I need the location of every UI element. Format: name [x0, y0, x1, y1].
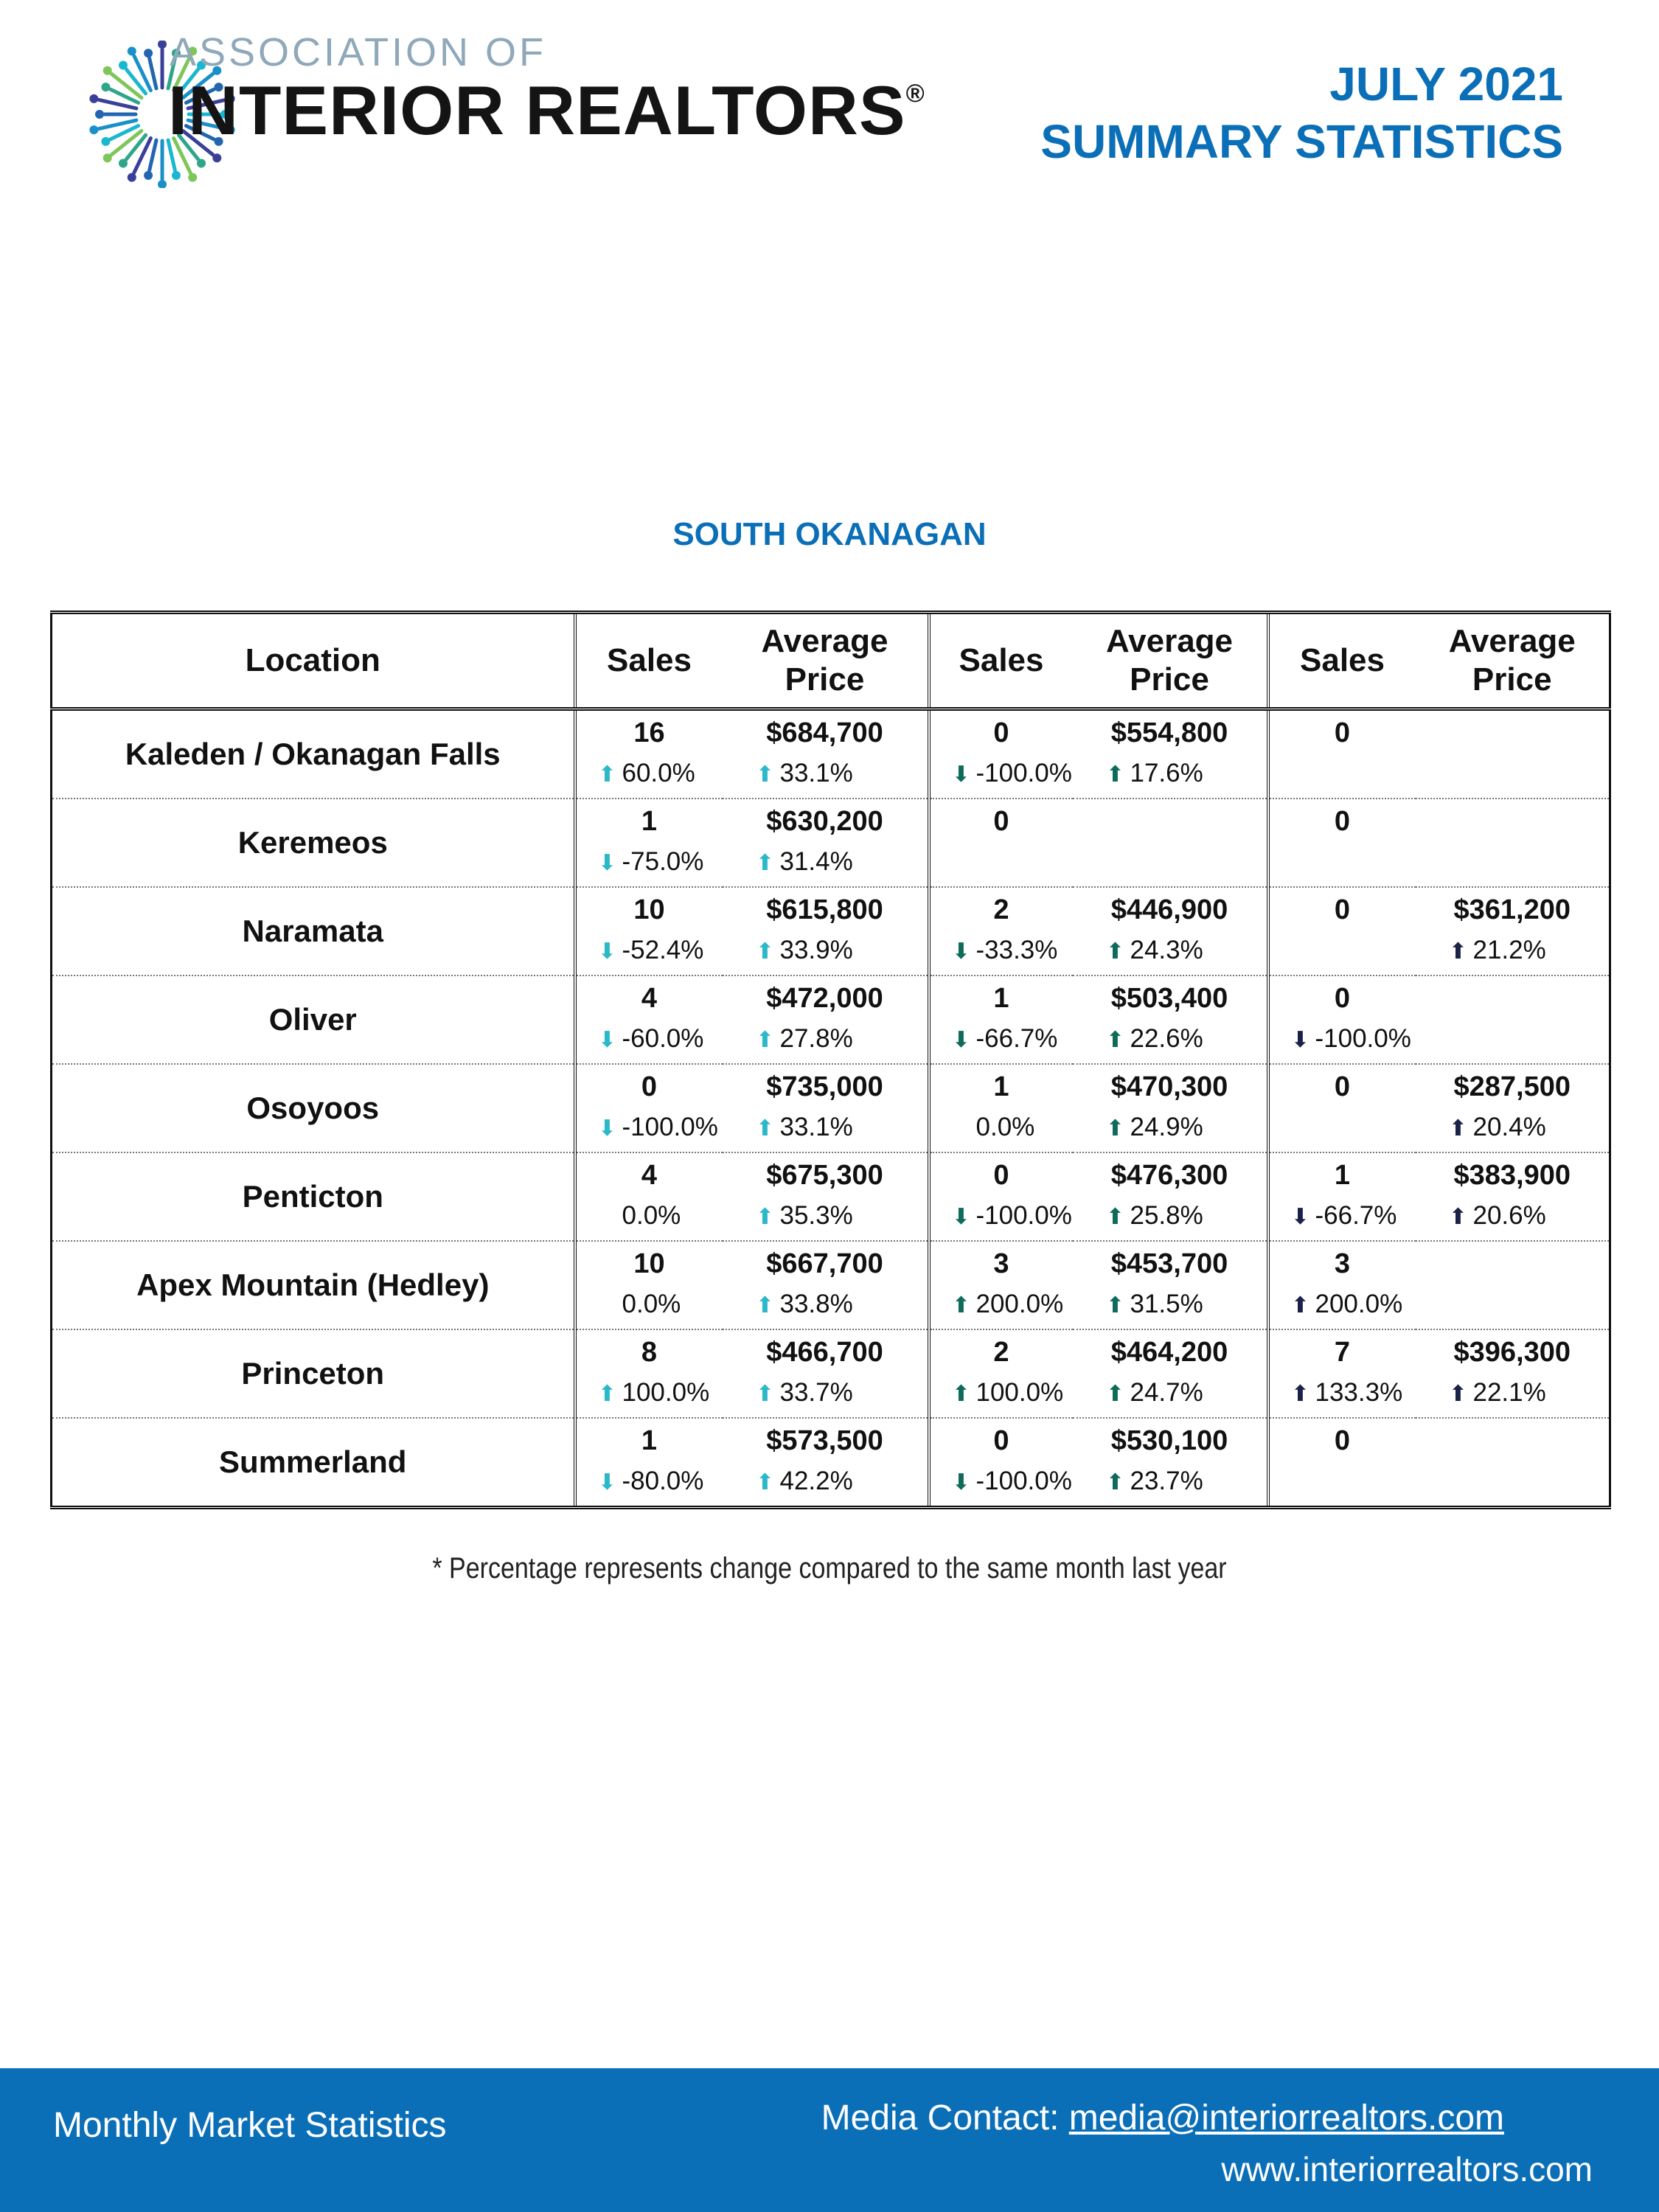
average-price-cell: [723, 709, 929, 799]
average-price-cell: [1073, 975, 1268, 1064]
sales-change: [1270, 929, 1416, 972]
sales-change: [1270, 752, 1416, 795]
price-change: [1416, 929, 1610, 972]
table-row: [52, 799, 1610, 887]
price-change: [1073, 929, 1267, 972]
arrow-up-icon: ⬆: [1290, 1293, 1310, 1318]
average-price-cell: [1073, 1241, 1268, 1329]
average-price-value: $573,500: [766, 1425, 883, 1456]
sales-change: [577, 752, 723, 795]
header-average-price: Average Price: [1073, 613, 1268, 709]
average-price-cell: [723, 887, 929, 975]
arrow-down-icon: ⬇: [597, 851, 617, 875]
average-price-value: $667,700: [766, 1248, 883, 1279]
price-change: [1416, 752, 1610, 795]
change-percent: -100.0%: [975, 759, 1072, 787]
arrow-up-icon: ⬆: [1105, 1293, 1125, 1318]
sales-cell: [929, 1418, 1073, 1508]
change-percent: 21.2%: [1472, 936, 1546, 964]
sales-value: 3: [1334, 1248, 1351, 1279]
average-price-value: $383,900: [1453, 1160, 1571, 1191]
price-change: [723, 1106, 928, 1149]
sales-change: [1270, 1283, 1416, 1326]
report-subtitle: SUMMARY STATISTICS: [1040, 115, 1563, 168]
arrow-down-icon: ⬇: [951, 1470, 971, 1495]
sales-cell: [575, 975, 723, 1064]
change-percent: 24.3%: [1130, 936, 1203, 964]
change-percent: -100.0%: [975, 1201, 1072, 1230]
average-price-value: $675,300: [766, 1160, 883, 1191]
arrow-up-icon: ⬆: [597, 762, 617, 787]
sales-cell: [575, 1418, 723, 1508]
average-price-cell: [723, 975, 929, 1064]
arrow-up-icon: ⬆: [1105, 1028, 1125, 1052]
table-body: [52, 709, 1610, 1508]
table-row: [52, 1241, 1610, 1329]
change-percent: 24.7%: [1130, 1378, 1203, 1407]
report-month: JULY 2021: [1329, 58, 1563, 111]
change-percent: 0.0%: [622, 1290, 681, 1318]
sales-cell: [575, 1241, 723, 1329]
sales-value: 1: [1334, 1160, 1351, 1191]
change-percent: 0.0%: [622, 1201, 681, 1230]
sales-value: 4: [641, 983, 658, 1014]
average-price-cell: [723, 1241, 929, 1329]
arrow-down-icon: ⬇: [951, 939, 971, 964]
change-percent: 24.9%: [1130, 1113, 1203, 1141]
sales-cell: [929, 1152, 1073, 1241]
sales-cell: [575, 1064, 723, 1152]
average-price-value: $361,200: [1453, 894, 1571, 925]
arrow-down-icon: ⬇: [1290, 1028, 1310, 1052]
change-percent: 17.6%: [1130, 759, 1203, 787]
location-name: Osoyoos: [52, 1064, 575, 1152]
price-change: [723, 929, 928, 972]
sales-value: 10: [633, 894, 665, 925]
arrow-down-icon: ⬇: [597, 1116, 617, 1141]
change-percent: 100.0%: [975, 1378, 1064, 1407]
arrow-up-icon: ⬆: [951, 1382, 971, 1406]
sales-change: [931, 1371, 1073, 1414]
average-price-value: $530,100: [1110, 1425, 1228, 1456]
header-average-price: Average Price: [723, 613, 929, 709]
change-percent: 33.1%: [779, 759, 853, 787]
header-sales: Sales: [929, 613, 1073, 709]
average-price-cell: [1073, 1152, 1268, 1241]
average-price-value: [1416, 1242, 1610, 1283]
sales-cell: [575, 799, 723, 887]
sales-change: [931, 1283, 1073, 1326]
footer-tagline: Monthly Market Statistics: [53, 2106, 447, 2145]
arrow-down-icon: ⬇: [951, 1205, 971, 1229]
location-name: Kaleden / Okanagan Falls: [52, 709, 575, 799]
arrow-down-icon: ⬇: [951, 1028, 971, 1052]
price-change: [1416, 1106, 1610, 1149]
arrow-up-icon: ⬆: [1448, 1205, 1468, 1229]
average-price-cell: [1416, 975, 1610, 1064]
sales-change: [931, 1018, 1073, 1060]
footnote: * Percentage represents change compared to the same month last year: [432, 1552, 1227, 1585]
average-price-value: $470,300: [1110, 1071, 1228, 1102]
arrow-up-icon: ⬆: [755, 851, 775, 875]
price-change: [1416, 1018, 1610, 1060]
price-change: [723, 1371, 928, 1414]
sales-value: 10: [633, 1248, 665, 1279]
sales-cell: [929, 1329, 1073, 1418]
sales-cell: [1268, 1241, 1416, 1329]
average-price-cell: [1416, 709, 1610, 799]
sales-value: 0: [1334, 806, 1351, 837]
report-title: [1040, 55, 1563, 170]
sales-value: 1: [641, 1425, 658, 1456]
change-percent: 20.4%: [1472, 1113, 1546, 1141]
sales-cell: [1268, 709, 1416, 799]
average-price-value: $464,200: [1110, 1337, 1228, 1368]
average-price-cell: [1416, 799, 1610, 887]
average-price-value: $684,700: [766, 717, 883, 748]
location-name: Naramata: [52, 887, 575, 975]
change-percent: 33.8%: [779, 1290, 853, 1318]
price-change: [1073, 1283, 1267, 1326]
sales-value: 16: [633, 717, 665, 748]
average-price-cell: [1416, 1418, 1610, 1508]
sales-cell: [575, 887, 723, 975]
sales-cell: [929, 709, 1073, 799]
sales-cell: [1268, 1329, 1416, 1418]
media-contact-label: Media Contact:: [821, 2098, 1060, 2138]
sales-cell: [929, 1241, 1073, 1329]
price-change: [1073, 1371, 1267, 1414]
header-location: Location: [52, 613, 575, 709]
average-price-cell: [1416, 1152, 1610, 1241]
average-price-value: $554,800: [1110, 717, 1228, 748]
average-price-value: $396,300: [1453, 1337, 1571, 1368]
arrow-up-icon: ⬆: [755, 1470, 775, 1495]
price-change: [1416, 1194, 1610, 1237]
sales-change: [931, 929, 1073, 972]
sales-cell: [1268, 1418, 1416, 1508]
average-price-cell: [1073, 1064, 1268, 1152]
sales-change: [931, 1106, 1073, 1149]
change-percent: -66.7%: [975, 1024, 1058, 1053]
arrow-up-icon: ⬆: [755, 762, 775, 787]
change-percent: 27.8%: [779, 1024, 853, 1053]
change-percent: 200.0%: [975, 1290, 1064, 1318]
sales-value: 0: [993, 806, 1009, 837]
average-price-value: [1073, 799, 1267, 841]
average-price-value: [1416, 976, 1610, 1018]
sales-value: 0: [993, 717, 1009, 748]
average-price-cell: [723, 1064, 929, 1152]
sales-cell: [1268, 799, 1416, 887]
arrow-up-icon: ⬆: [1290, 1382, 1310, 1406]
price-change: [1416, 1460, 1610, 1503]
sales-value: 1: [993, 983, 1009, 1014]
location-name: Keremeos: [52, 799, 575, 887]
change-percent: 42.2%: [779, 1467, 853, 1495]
change-percent: 33.7%: [779, 1378, 853, 1407]
price-change: [1416, 1371, 1610, 1414]
arrow-up-icon: ⬆: [755, 1382, 775, 1406]
header-sales: Sales: [1268, 613, 1416, 709]
location-name: Summerland: [52, 1418, 575, 1508]
price-change: [1073, 841, 1267, 883]
sales-change: [577, 1018, 723, 1060]
arrow-down-icon: ⬇: [1290, 1205, 1310, 1229]
sales-change: [577, 841, 723, 883]
sales-cell: [1268, 887, 1416, 975]
table-row: [52, 1418, 1610, 1508]
sales-change: [931, 841, 1073, 883]
average-price-cell: [1416, 1241, 1610, 1329]
average-price-cell: [723, 1329, 929, 1418]
sales-change: [577, 1106, 723, 1149]
table-header-row: [52, 613, 1610, 709]
average-price-cell: [723, 1152, 929, 1241]
page-footer: [0, 2068, 1659, 2212]
price-change: [723, 1283, 928, 1326]
arrow-up-icon: ⬆: [755, 1205, 775, 1229]
arrow-up-icon: ⬆: [755, 1116, 775, 1141]
change-percent: 25.8%: [1130, 1201, 1203, 1230]
sales-change: [1270, 1018, 1416, 1060]
region-title: SOUTH OKANAGAN: [672, 516, 987, 552]
price-change: [1416, 841, 1610, 883]
average-price-value: [1416, 711, 1610, 752]
average-price-cell: [1416, 1064, 1610, 1152]
sales-cell: [575, 709, 723, 799]
price-change: [1073, 1194, 1267, 1237]
average-price-value: $287,500: [1453, 1071, 1571, 1102]
change-percent: 20.6%: [1472, 1201, 1546, 1230]
table-row: [52, 709, 1610, 799]
org-name-main: INTERIOR REALTORS: [168, 72, 906, 149]
sales-cell: [1268, 1064, 1416, 1152]
sales-change: [1270, 841, 1416, 883]
table-row: [52, 887, 1610, 975]
org-name-line2: [168, 71, 925, 150]
average-price-value: $476,300: [1110, 1160, 1228, 1191]
change-percent: 31.5%: [1130, 1290, 1203, 1318]
average-price-cell: [723, 1418, 929, 1508]
arrow-up-icon: ⬆: [1105, 1116, 1125, 1141]
sales-cell: [575, 1329, 723, 1418]
sales-value: 0: [1334, 1071, 1351, 1102]
arrow-up-icon: ⬆: [1448, 939, 1468, 964]
average-price-value: $466,700: [766, 1337, 883, 1368]
average-price-value: $446,900: [1110, 894, 1228, 925]
price-change: [1073, 1106, 1267, 1149]
arrow-down-icon: ⬇: [597, 1470, 617, 1495]
arrow-down-icon: ⬇: [597, 939, 617, 964]
sales-cell: [929, 799, 1073, 887]
header-sales: Sales: [575, 613, 723, 709]
sales-value: 1: [641, 806, 658, 837]
sales-value: 2: [993, 894, 1009, 925]
arrow-up-icon: ⬆: [597, 1382, 617, 1406]
arrow-up-icon: ⬆: [755, 939, 775, 964]
change-percent: -52.4%: [622, 936, 704, 964]
price-change: [723, 1460, 928, 1503]
sales-value: 1: [993, 1071, 1009, 1102]
arrow-up-icon: ⬆: [1105, 1205, 1125, 1229]
price-change: [1073, 1460, 1267, 1503]
change-percent: 22.1%: [1472, 1378, 1546, 1407]
sales-value: 4: [641, 1160, 658, 1191]
location-name: Princeton: [52, 1329, 575, 1418]
arrow-up-icon: ⬆: [1448, 1116, 1468, 1141]
price-change: [1073, 1018, 1267, 1060]
sales-value: 0: [1334, 717, 1351, 748]
arrow-down-icon: ⬇: [951, 762, 971, 787]
change-percent: 60.0%: [622, 759, 695, 787]
average-price-cell: [723, 799, 929, 887]
table-row: [52, 1064, 1610, 1152]
sales-value: 3: [993, 1248, 1009, 1279]
average-price-value: $503,400: [1110, 983, 1228, 1014]
average-price-value: $735,000: [766, 1071, 883, 1102]
change-percent: 23.7%: [1130, 1467, 1203, 1495]
price-change: [723, 841, 928, 883]
change-percent: 200.0%: [1315, 1290, 1403, 1318]
arrow-up-icon: ⬆: [1448, 1382, 1468, 1406]
average-price-cell: [1416, 1329, 1610, 1418]
sales-cell: [1268, 1152, 1416, 1241]
media-contact-email-link[interactable]: media@interiorrealtors.com: [1068, 2098, 1504, 2138]
average-price-cell: [1416, 887, 1610, 975]
change-percent: 33.9%: [779, 936, 853, 964]
arrow-up-icon: ⬆: [755, 1293, 775, 1318]
change-percent: 100.0%: [622, 1378, 710, 1407]
sales-value: 0: [1334, 983, 1351, 1014]
location-name: Penticton: [52, 1152, 575, 1241]
average-price-cell: [1073, 1329, 1268, 1418]
sales-change: [577, 1371, 723, 1414]
sales-cell: [929, 975, 1073, 1064]
change-percent: -100.0%: [975, 1467, 1072, 1495]
website-text: www.interiorrealtors.com: [1221, 2150, 1593, 2188]
average-price-value: $630,200: [766, 806, 883, 837]
change-percent: -66.7%: [1315, 1201, 1397, 1230]
sales-change: [1270, 1194, 1416, 1237]
sales-change: [931, 1194, 1073, 1237]
arrow-down-icon: ⬇: [597, 1028, 617, 1052]
sales-value: 0: [993, 1160, 1009, 1191]
sales-change: [931, 752, 1073, 795]
average-price-value: $472,000: [766, 983, 883, 1014]
location-name: Oliver: [52, 975, 575, 1064]
price-change: [1073, 752, 1267, 795]
sales-change: [1270, 1106, 1416, 1149]
arrow-up-icon: ⬆: [755, 1028, 775, 1052]
average-price-value: $453,700: [1110, 1248, 1228, 1279]
sales-change: [1270, 1371, 1416, 1414]
table-row: [52, 975, 1610, 1064]
arrow-up-icon: ⬆: [1105, 762, 1125, 787]
change-percent: 35.3%: [779, 1201, 853, 1230]
table-row: [52, 1152, 1610, 1241]
average-price-value: $615,800: [766, 894, 883, 925]
sales-cell: [575, 1152, 723, 1241]
change-percent: -60.0%: [622, 1024, 704, 1053]
media-contact: [821, 2098, 1504, 2138]
average-price-cell: [1073, 887, 1268, 975]
sales-cell: [929, 1064, 1073, 1152]
change-percent: -33.3%: [975, 936, 1058, 964]
change-percent: 33.1%: [779, 1113, 853, 1141]
change-percent: -75.0%: [622, 847, 704, 876]
sales-change: [577, 1460, 723, 1503]
sales-value: 0: [1334, 894, 1351, 925]
change-percent: -80.0%: [622, 1467, 704, 1495]
sales-change: [577, 929, 723, 972]
change-percent: -100.0%: [1315, 1024, 1411, 1053]
price-change: [723, 1194, 928, 1237]
sales-value: 2: [993, 1337, 1009, 1368]
price-change: [723, 752, 928, 795]
average-price-cell: [1073, 799, 1268, 887]
sales-change: [577, 1283, 723, 1326]
arrow-up-icon: ⬆: [1105, 1382, 1125, 1406]
sales-cell: [929, 887, 1073, 975]
sales-value: 0: [641, 1071, 658, 1102]
change-percent: 31.4%: [779, 847, 853, 876]
summary-statistics-table: [50, 611, 1611, 1509]
header-average-price: Average Price: [1416, 613, 1610, 709]
registered-mark: ®: [905, 80, 925, 108]
change-percent: 133.3%: [1315, 1378, 1403, 1407]
change-percent: 22.6%: [1130, 1024, 1203, 1053]
arrow-up-icon: ⬆: [1105, 939, 1125, 964]
arrow-up-icon: ⬆: [1105, 1470, 1125, 1495]
sales-value: 7: [1334, 1337, 1351, 1368]
sales-value: 8: [641, 1337, 658, 1368]
arrow-up-icon: ⬆: [951, 1293, 971, 1318]
page-header: [0, 0, 1659, 221]
sales-change: [1270, 1460, 1416, 1503]
sales-change: [931, 1460, 1073, 1503]
price-change: [723, 1018, 928, 1060]
change-percent: 0.0%: [975, 1113, 1035, 1141]
average-price-cell: [1073, 709, 1268, 799]
table-row: [52, 1329, 1610, 1418]
average-price-cell: [1073, 1418, 1268, 1508]
location-name: Apex Mountain (Hedley): [52, 1241, 575, 1329]
sales-change: [577, 1194, 723, 1237]
price-change: [1416, 1283, 1610, 1326]
change-percent: -100.0%: [622, 1113, 718, 1141]
sales-value: 0: [993, 1425, 1009, 1456]
org-name-line1: ASSOCIATION OF: [170, 30, 547, 74]
average-price-value: [1416, 799, 1610, 841]
sales-cell: [1268, 975, 1416, 1064]
average-price-value: [1416, 1419, 1610, 1460]
sales-value: 0: [1334, 1425, 1351, 1456]
